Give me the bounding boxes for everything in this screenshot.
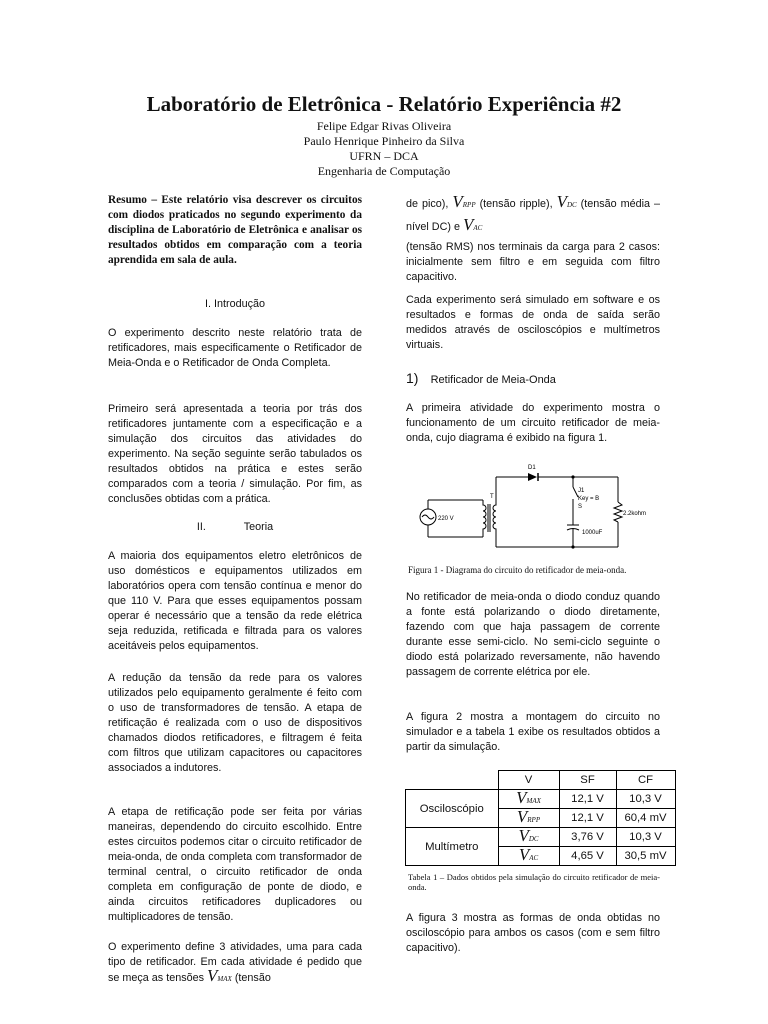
label-resistor: 2.2kohm	[623, 511, 647, 517]
table-row	[406, 828, 676, 847]
intro-paragraph-1	[108, 326, 362, 371]
header-sf: SF	[559, 771, 616, 790]
header-v: V	[498, 771, 559, 790]
resistor-zigzag	[614, 502, 622, 522]
figure-1-caption: Figura 1 - Diagrama do circuito do retificador de meia-onda.	[408, 565, 627, 575]
transformer-secondary	[493, 500, 496, 537]
theory-paragraph-3	[108, 805, 362, 925]
section-title: Introdução	[213, 298, 266, 310]
theory-paragraph-1	[108, 549, 362, 654]
paragraph: A figura 3 mostra as formas de onda obtidas no osciloscópio para ambos os casos (com e sem filtro capacitivo).	[406, 912, 660, 954]
paragraph: A etapa de retificação pode ser feita por várias maneiras, dependendo do circuito escolhido. Entre estes circuitos podemos citar o circuito retificador de meia-onda, de onda completa com transformador de terminal central, o circuito retificador de onda completa em configuração de ponte de diodo, e ainda circuitos retificadores duplicadores ou multiplicadores de tensão.	[108, 806, 362, 923]
paragraph: de pico), VRPP (tensão ripple), VDC (tensão média – nível DC) e VAC	[406, 192, 661, 234]
table-1-caption: Tabela 1 – Dados obtidos pela simulação do circuito retificador de meia-onda.	[408, 872, 660, 892]
label-t: T	[490, 494, 494, 500]
text: (tensão	[234, 972, 271, 984]
diode-icon	[528, 473, 537, 481]
cell-value: 60,4 mV	[616, 809, 675, 828]
v-rpp-symbol: VRPP	[452, 192, 476, 211]
cell-value: 12,1 V	[559, 809, 616, 828]
label-capacitor: 1000uF	[582, 530, 603, 536]
v-ac-cell: VAC	[498, 847, 559, 866]
v-dc-cell: VDC	[498, 828, 559, 847]
header-cf: CF	[616, 771, 675, 790]
cell-value: 10,3 V	[616, 828, 675, 847]
affiliation: UFRN – DCA	[349, 149, 419, 163]
paragraph: Cada experimento será simulado em software e os resultados e formas de onda de saída serão medidos através de osciloscópios e multímetros virtuais.	[406, 294, 660, 351]
label-d1: D1	[528, 465, 536, 471]
cell-value: 12,1 V	[559, 790, 616, 809]
v-max-symbol: VMAX	[207, 966, 232, 985]
table-row	[406, 790, 676, 809]
paragraph: A figura 2 mostra a montagem do circuito no simulador e a tabela 1 exibe os resultados obtidos a partir da simulação.	[406, 711, 660, 753]
subsection-title: Retificador de Meia-Onda	[430, 374, 556, 386]
v-rpp-cell: VRPP	[498, 809, 559, 828]
label-key: Key = B	[578, 496, 600, 502]
v-dc-symbol: VDC	[556, 192, 577, 211]
section-title: Teoria	[243, 521, 274, 533]
paragraph: A redução da tensão da rede para os valores utilizados pelo equipamento geralmente é feito com o uso de transformadores de tensão. A etapa de retificação é realizada com o uso de dispositivos chamados diodos retificadores, e filtragem é feita com filtros que utilizam capacitores ou capacitores associados a indutores.	[108, 672, 362, 774]
right-paragraph-4	[406, 590, 660, 680]
label-s: S	[578, 504, 583, 510]
right-paragraph-6	[406, 911, 660, 956]
right-paragraph-5	[406, 710, 660, 755]
intro-paragraph-2	[108, 402, 362, 507]
v-ac-symbol: VAC	[463, 215, 483, 234]
section-number: I.	[204, 298, 211, 310]
paragraph: O experimento descrito neste relatório trata de retificadores, mais especificamente o Retificador de Meia-Onda e o Retificador de Onda Completa.	[108, 327, 362, 369]
transformer-primary	[483, 500, 486, 537]
cell-value: 10,3 V	[616, 790, 675, 809]
cell-value: 30,5 mV	[616, 847, 675, 866]
right-paragraph-2	[406, 293, 660, 353]
theory-paragraph-2	[108, 671, 362, 776]
subsection-number: 1)	[406, 370, 419, 386]
right-paragraph-1-cont	[406, 240, 660, 285]
results-table	[405, 770, 676, 866]
cell-value: 4,65 V	[559, 847, 616, 866]
paragraph: (tensão RMS) nos terminais da carga para 2 casos: inicialmente sem filtro e em seguida com filtro capacitivo.	[406, 241, 660, 283]
label-220v: 220 V	[438, 516, 454, 522]
paragraph: A primeira atividade do experimento mostra o funcionamento de um circuito retificador de meia-onda, cujo diagrama é exibido na figura 1.	[406, 402, 660, 444]
paragraph: Primeiro será apresentada a teoria por trás dos retificadores juntamente com a especificação e a simulação dos circuitos das atividades do experimento. Na seção seguinte serão tabulados os resultados obtidos na prática e estes serão comparados com a teoria / simulação. Por fim, as conclusões obtidas com a prática.	[108, 403, 362, 505]
table-header-row	[406, 771, 676, 790]
section-number: II.	[196, 521, 206, 533]
v-max-cell: VMAX	[498, 790, 559, 809]
abstract	[108, 193, 362, 268]
right-paragraph-1	[406, 193, 660, 239]
subsection-heading	[406, 371, 660, 388]
theory-paragraph-4	[108, 940, 362, 986]
right-paragraph-3	[406, 401, 660, 446]
group-multimeter: Multímetro	[406, 828, 499, 866]
abstract-text: Resumo – Este relatório visa descrever os circuitos com diodos praticados no segundo experimento da disciplina de Laboratório de Eletrônica e analisar os resultados obtidos em comparação com a teoria aprendida em sala de aula.	[108, 194, 362, 266]
paragraph: A maioria dos equipamentos eletro eletrônicos de uso domésticos e equipamentos utilizados em laboratórios opera com tensão contínua e menor do que 110 V. Para que esses equipamentos possam operar é necessário que a tensão da rede elétrica seja reduzida, retificada e filtrada para os valores aceitáveis pelos equipamentos.	[108, 550, 362, 652]
author-1: Felipe Edgar Rivas Oliveira	[316, 119, 452, 133]
section-heading-introduction	[108, 297, 362, 312]
circuit-diagram-figure	[408, 462, 658, 562]
sine-symbol	[422, 515, 434, 519]
text: O experimento define 3 atividades, uma para cada tipo de retificador. Em cada atividade é pedido que se meça as tensões	[108, 941, 362, 984]
cell-value: 3,76 V	[559, 828, 616, 847]
paragraph	[108, 940, 362, 986]
department: Engenharia de Computação	[317, 164, 451, 178]
paper-title: Laboratório de Eletrônica - Relatório Experiência #2	[146, 92, 622, 116]
paragraph: No retificador de meia-onda o diodo conduz quando a fonte está polarizando o diodo diretamente, fazendo com que haja passagem de corrente durante esse semi-ciclo. No semi-ciclo seguinte o diodo está polarizado reversamente, não havendo passagem de corrente elétrica por ele.	[406, 591, 660, 678]
section-heading-theory	[108, 520, 362, 535]
author-2: Paulo Henrique Pinheiro da Silva	[303, 134, 465, 148]
group-oscilloscope: Osciloscópio	[406, 790, 499, 828]
label-j1: J1	[578, 488, 585, 494]
